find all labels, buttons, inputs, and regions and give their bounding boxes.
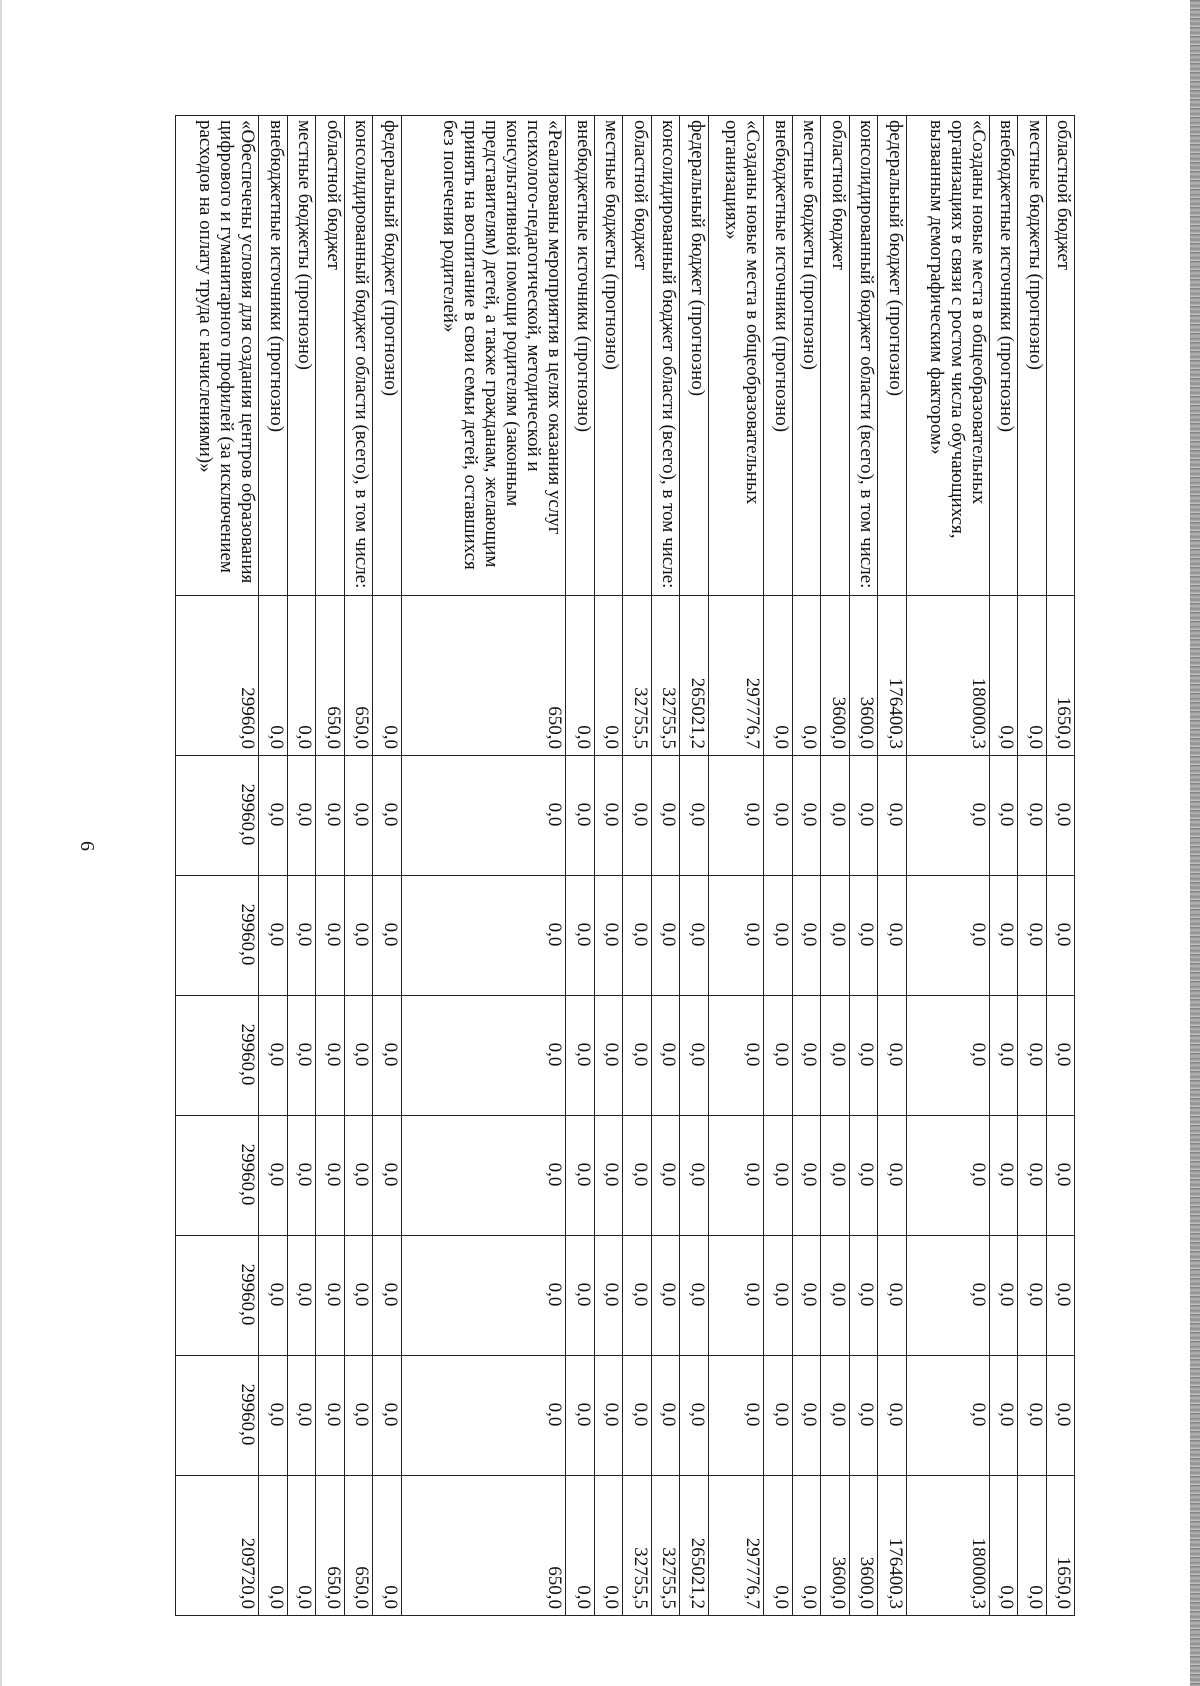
row-year-value: 32755,5	[651, 596, 679, 756]
row-year-value: 0,0	[566, 1116, 594, 1236]
row-year-value: 650,0	[316, 596, 344, 756]
row-year-value: 0,0	[708, 1356, 764, 1476]
row-year-value: 0,0	[373, 1236, 401, 1356]
row-year-value: 0,0	[821, 756, 849, 876]
row-year-value: 0,0	[259, 596, 287, 756]
table-row	[259, 116, 287, 1616]
row-year-value: 0,0	[401, 1236, 566, 1356]
row-year-value: 0,0	[764, 996, 792, 1116]
table-row	[566, 116, 594, 1616]
row-year-value: 0,0	[878, 1116, 906, 1236]
row-label: консолидированный бюджет области (всего), в том числе:	[344, 116, 372, 596]
row-year-value: 0,0	[878, 876, 906, 996]
row-total-value: 0,0	[373, 1476, 401, 1616]
row-year-value: 0,0	[259, 756, 287, 876]
row-year-value: 29960,0	[176, 596, 259, 756]
row-year-value: 0,0	[849, 756, 877, 876]
row-year-value: 0,0	[989, 1236, 1017, 1356]
row-year-value: 0,0	[708, 876, 764, 996]
table-row	[373, 116, 401, 1616]
row-label: консолидированный бюджет области (всего), в том числе:	[849, 116, 877, 596]
row-year-value: 0,0	[373, 756, 401, 876]
row-year-value: 0,0	[259, 1356, 287, 1476]
row-year-value: 0,0	[344, 1236, 372, 1356]
row-year-value: 0,0	[821, 876, 849, 996]
row-year-value: 0,0	[651, 996, 679, 1116]
row-year-value: 0,0	[792, 596, 820, 756]
row-year-value: 0,0	[680, 1116, 708, 1236]
row-year-value: 0,0	[287, 876, 315, 996]
row-label: местные бюджеты (прогнозно)	[287, 116, 315, 596]
row-year-value: 0,0	[623, 996, 651, 1116]
row-year-value: 0,0	[594, 596, 622, 756]
row-year-value: 0,0	[594, 1116, 622, 1236]
row-year-value: 0,0	[708, 756, 764, 876]
row-year-value: 0,0	[849, 1356, 877, 1476]
table-row	[680, 116, 708, 1616]
row-year-value: 0,0	[1018, 876, 1046, 996]
row-year-value: 0,0	[1018, 596, 1046, 756]
row-year-value: 29960,0	[176, 756, 259, 876]
row-year-value: 3600,0	[821, 596, 849, 756]
row-year-value: 0,0	[651, 1356, 679, 1476]
row-total-value: 650,0	[316, 1476, 344, 1616]
row-label: внебюджетные источники (прогнозно)	[989, 116, 1017, 596]
row-year-value: 0,0	[259, 876, 287, 996]
row-year-value: 0,0	[792, 876, 820, 996]
table-row	[849, 116, 877, 1616]
row-year-value: 0,0	[849, 996, 877, 1116]
row-year-value: 0,0	[373, 1116, 401, 1236]
row-year-value: 0,0	[680, 756, 708, 876]
row-year-value: 0,0	[1046, 1356, 1074, 1476]
table-row	[344, 116, 372, 1616]
row-year-value: 0,0	[989, 1116, 1017, 1236]
row-year-value: 0,0	[259, 1116, 287, 1236]
row-year-value: 0,0	[373, 876, 401, 996]
row-year-value: 0,0	[623, 1236, 651, 1356]
row-label: «Созданы новые места в общеобразовательных организациях»	[708, 116, 764, 596]
row-year-value: 0,0	[373, 596, 401, 756]
row-label: областной бюджет	[316, 116, 344, 596]
row-label: федеральный бюджет (прогнозно)	[878, 116, 906, 596]
row-total-value: 3600,0	[849, 1476, 877, 1616]
row-year-value: 0,0	[680, 1356, 708, 1476]
row-total-value: 0,0	[792, 1476, 820, 1616]
row-year-value: 0,0	[287, 1356, 315, 1476]
row-year-value: 0,0	[316, 1236, 344, 1356]
row-year-value: 0,0	[792, 756, 820, 876]
row-year-value: 0,0	[566, 596, 594, 756]
row-label: «Реализованы мероприятия в целях оказания услуг психолого-педагогической, методической и консультативной помощи родителям (законным представителям) детей, а также гражданам, желающим принять на воспитание в свои семьи детей, оставшихся без попечения родителей»	[401, 116, 566, 596]
row-year-value: 0,0	[906, 1236, 989, 1356]
row-year-value: 0,0	[566, 1236, 594, 1356]
row-year-value: 0,0	[849, 1236, 877, 1356]
row-year-value: 0,0	[259, 1236, 287, 1356]
page-number: 6	[76, 841, 98, 851]
row-year-value: 29960,0	[176, 1116, 259, 1236]
row-year-value: 0,0	[792, 1236, 820, 1356]
rotated-page-content	[175, 115, 1075, 1615]
row-year-value: 0,0	[878, 1236, 906, 1356]
row-year-value: 0,0	[651, 756, 679, 876]
row-year-value: 0,0	[878, 996, 906, 1116]
row-year-value: 0,0	[344, 876, 372, 996]
row-year-value: 0,0	[821, 1116, 849, 1236]
row-year-value: 0,0	[623, 1356, 651, 1476]
row-year-value: 0,0	[594, 1236, 622, 1356]
row-label: областной бюджет	[1046, 116, 1074, 596]
row-label: внебюджетные источники (прогнозно)	[259, 116, 287, 596]
row-year-value: 0,0	[906, 756, 989, 876]
row-year-value: 0,0	[708, 1116, 764, 1236]
row-year-value: 0,0	[401, 1116, 566, 1236]
row-total-value: 3600,0	[821, 1476, 849, 1616]
row-year-value: 0,0	[792, 1356, 820, 1476]
row-year-value: 0,0	[1046, 756, 1074, 876]
row-year-value: 0,0	[906, 996, 989, 1116]
row-year-value: 3600,0	[849, 596, 877, 756]
row-total-value: 32755,5	[651, 1476, 679, 1616]
row-year-value: 0,0	[878, 1356, 906, 1476]
table-row	[792, 116, 820, 1616]
row-total-value: 0,0	[287, 1476, 315, 1616]
table-row	[821, 116, 849, 1616]
row-year-value: 0,0	[1046, 1236, 1074, 1356]
table-row	[708, 116, 764, 1616]
table-row	[878, 116, 906, 1616]
row-total-value: 0,0	[989, 1476, 1017, 1616]
row-year-value: 0,0	[849, 1116, 877, 1236]
row-year-value: 0,0	[989, 876, 1017, 996]
row-year-value: 0,0	[989, 756, 1017, 876]
row-year-value: 176400,3	[878, 596, 906, 756]
table-row	[176, 116, 259, 1616]
row-year-value: 0,0	[1046, 1116, 1074, 1236]
row-year-value: 0,0	[792, 1116, 820, 1236]
row-year-value: 0,0	[651, 1116, 679, 1236]
table-row	[316, 116, 344, 1616]
row-year-value: 0,0	[1018, 996, 1046, 1116]
row-total-value: 176400,3	[878, 1476, 906, 1616]
row-year-value: 0,0	[764, 596, 792, 756]
row-year-value: 0,0	[680, 876, 708, 996]
table-row	[651, 116, 679, 1616]
row-year-value: 0,0	[287, 1116, 315, 1236]
row-year-value: 0,0	[373, 1356, 401, 1476]
row-year-value: 0,0	[316, 876, 344, 996]
row-year-value: 0,0	[566, 996, 594, 1116]
row-year-value: 297776,7	[708, 596, 764, 756]
table-row	[989, 116, 1017, 1616]
row-year-value: 0,0	[792, 996, 820, 1116]
row-year-value: 0,0	[594, 1356, 622, 1476]
row-total-value: 650,0	[344, 1476, 372, 1616]
row-year-value: 0,0	[906, 876, 989, 996]
budget-table-body	[176, 116, 1075, 1616]
row-total-value: 650,0	[401, 1476, 566, 1616]
row-year-value: 0,0	[344, 1116, 372, 1236]
row-year-value: 0,0	[906, 1356, 989, 1476]
table-row	[906, 116, 989, 1616]
table-row	[594, 116, 622, 1616]
row-year-value: 0,0	[373, 996, 401, 1116]
row-year-value: 0,0	[344, 996, 372, 1116]
table-row	[764, 116, 792, 1616]
row-year-value: 0,0	[680, 996, 708, 1116]
row-year-value: 0,0	[708, 1236, 764, 1356]
row-year-value: 0,0	[764, 1236, 792, 1356]
row-total-value: 0,0	[1018, 1476, 1046, 1616]
row-year-value: 29960,0	[176, 1356, 259, 1476]
row-year-value: 0,0	[764, 756, 792, 876]
table-row	[623, 116, 651, 1616]
row-year-value: 0,0	[566, 1356, 594, 1476]
table-row	[1018, 116, 1046, 1616]
row-year-value: 0,0	[1018, 756, 1046, 876]
row-year-value: 0,0	[821, 1236, 849, 1356]
row-year-value: 180000,3	[906, 596, 989, 756]
row-year-value: 32755,5	[623, 596, 651, 756]
row-year-value: 0,0	[764, 1116, 792, 1236]
row-label: федеральный бюджет (прогнозно)	[373, 116, 401, 596]
row-label: местные бюджеты (прогнозно)	[594, 116, 622, 596]
row-year-value: 0,0	[401, 876, 566, 996]
row-year-value: 650,0	[344, 596, 372, 756]
row-year-value: 0,0	[764, 1356, 792, 1476]
row-label: внебюджетные источники (прогнозно)	[764, 116, 792, 596]
row-total-value: 32755,5	[623, 1476, 651, 1616]
row-label: «Созданы новые места в общеобразовательных организациях в связи с ростом числа обучающихся, вызванным демографическим фактором»	[906, 116, 989, 596]
row-year-value: 0,0	[651, 1236, 679, 1356]
row-year-value: 0,0	[287, 756, 315, 876]
row-total-value: 1650,0	[1046, 1476, 1074, 1616]
row-year-value: 0,0	[316, 756, 344, 876]
row-total-value: 297776,7	[708, 1476, 764, 1616]
row-year-value: 0,0	[316, 996, 344, 1116]
row-total-value: 265021,2	[680, 1476, 708, 1616]
row-year-value: 0,0	[594, 876, 622, 996]
row-year-value: 0,0	[1018, 1236, 1046, 1356]
row-label: федеральный бюджет (прогнозно)	[680, 116, 708, 596]
row-year-value: 0,0	[566, 756, 594, 876]
row-label: «Обеспечены условия для создания центров образования цифрового и гуманитарного профилей (за исключением расходов на оплату труда с начислениями)»	[176, 116, 259, 596]
row-year-value: 0,0	[287, 996, 315, 1116]
row-year-value: 0,0	[623, 876, 651, 996]
row-total-value: 0,0	[259, 1476, 287, 1616]
row-year-value: 0,0	[1018, 1356, 1046, 1476]
row-year-value: 0,0	[259, 996, 287, 1116]
row-label: консолидированный бюджет области (всего), в том числе:	[651, 116, 679, 596]
row-year-value: 0,0	[1046, 996, 1074, 1116]
table-row	[1046, 116, 1074, 1616]
row-year-value: 1650,0	[1046, 596, 1074, 756]
table-row	[287, 116, 315, 1616]
row-year-value: 0,0	[849, 876, 877, 996]
row-year-value: 0,0	[594, 996, 622, 1116]
row-year-value: 0,0	[989, 1356, 1017, 1476]
row-year-value: 0,0	[680, 1236, 708, 1356]
row-year-value: 0,0	[594, 756, 622, 876]
row-total-value: 209720,0	[176, 1476, 259, 1616]
row-year-value: 265021,2	[680, 596, 708, 756]
row-year-value: 0,0	[764, 876, 792, 996]
table-row	[401, 116, 566, 1616]
row-year-value: 650,0	[401, 596, 566, 756]
row-year-value: 0,0	[316, 1356, 344, 1476]
row-year-value: 0,0	[1046, 876, 1074, 996]
row-year-value: 0,0	[989, 996, 1017, 1116]
row-label: внебюджетные источники (прогнозно)	[566, 116, 594, 596]
row-year-value: 0,0	[623, 756, 651, 876]
row-total-value: 0,0	[566, 1476, 594, 1616]
row-year-value: 0,0	[821, 996, 849, 1116]
row-year-value: 0,0	[316, 1116, 344, 1236]
row-year-value: 29960,0	[176, 1236, 259, 1356]
row-total-value: 180000,3	[906, 1476, 989, 1616]
row-total-value: 0,0	[594, 1476, 622, 1616]
row-year-value: 0,0	[651, 876, 679, 996]
row-year-value: 0,0	[821, 1356, 849, 1476]
row-label: областной бюджет	[821, 116, 849, 596]
row-year-value: 0,0	[287, 1236, 315, 1356]
row-year-value: 0,0	[344, 756, 372, 876]
row-year-value: 0,0	[623, 1116, 651, 1236]
row-year-value: 0,0	[566, 876, 594, 996]
row-year-value: 0,0	[401, 756, 566, 876]
row-year-value: 0,0	[878, 756, 906, 876]
row-year-value: 0,0	[1018, 1116, 1046, 1236]
row-year-value: 29960,0	[176, 876, 259, 996]
budget-table	[175, 115, 1075, 1616]
row-label: местные бюджеты (прогнозно)	[1018, 116, 1046, 596]
row-year-value: 0,0	[708, 996, 764, 1116]
row-year-value: 0,0	[344, 1356, 372, 1476]
row-year-value: 0,0	[401, 1356, 566, 1476]
row-year-value: 0,0	[906, 1116, 989, 1236]
row-year-value: 0,0	[287, 596, 315, 756]
row-year-value: 0,0	[401, 996, 566, 1116]
row-year-value: 29960,0	[176, 996, 259, 1116]
row-label: местные бюджеты (прогнозно)	[792, 116, 820, 596]
row-year-value: 0,0	[989, 596, 1017, 756]
row-total-value: 0,0	[764, 1476, 792, 1616]
scan-edge-left	[0, 0, 2, 1686]
scan-edge-right	[1190, 0, 1200, 1686]
row-label: областной бюджет	[623, 116, 651, 596]
